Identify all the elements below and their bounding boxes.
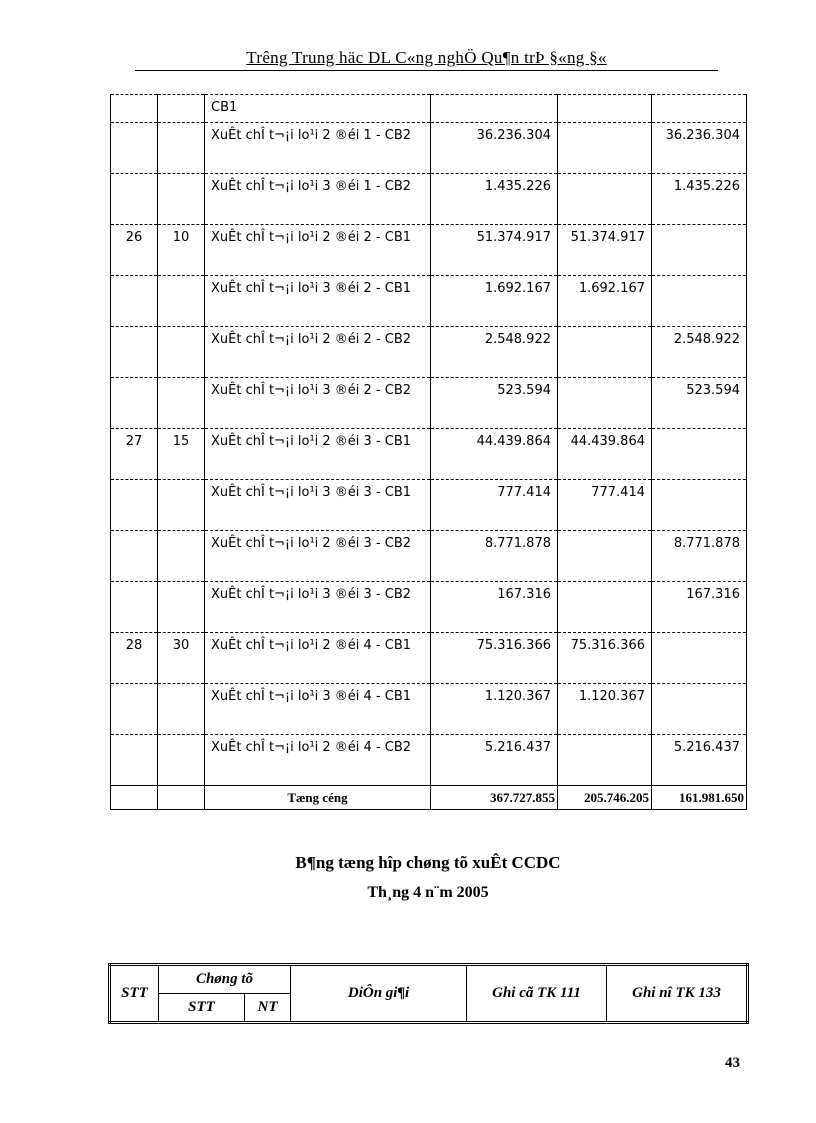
row-stt-cell [111,378,158,429]
row-total-cell: 36.236.304 [431,123,558,174]
row-day-cell [158,531,205,582]
row-stt-cell: 26 [111,225,158,276]
row-col2-cell: 523.594 [652,378,747,429]
row-col2-cell: 8.771.878 [652,531,747,582]
row-day-cell [158,582,205,633]
row-day-cell [158,684,205,735]
total-label: Tæng céng [205,786,431,810]
total-day-cell [158,786,205,810]
row-stt-cell [111,582,158,633]
row-col1-cell: 75.316.366 [558,633,652,684]
header-voucher-nt: NT [245,994,291,1023]
total-col2: 161.981.650 [652,786,747,810]
row-col2-cell: 1.435.226 [652,174,747,225]
row-stt-cell [111,123,158,174]
row-desc-cell: CB1 [205,95,431,123]
table-row [111,582,747,633]
row-desc-cell: XuÊt chÎ t¬¡i lo¹i 3 ®éi 4 - CB1 [205,684,431,735]
total-row [111,786,747,810]
row-day-cell [158,378,205,429]
row-desc-cell: XuÊt chÎ t¬¡i lo¹i 2 ®éi 2 - CB2 [205,327,431,378]
row-col1-cell [558,95,652,123]
row-stt-cell [111,735,158,786]
table-row [111,480,747,531]
row-col2-cell [652,225,747,276]
row-total-cell: 51.374.917 [431,225,558,276]
row-col1-cell: 777.414 [558,480,652,531]
row-stt-cell: 28 [111,633,158,684]
row-desc-cell: XuÊt chÎ t¬¡i lo¹i 2 ®éi 2 - CB1 [205,225,431,276]
table-row [111,378,747,429]
row-col1-cell: 1.692.167 [558,276,652,327]
row-desc-cell: XuÊt chÎ t¬¡i lo¹i 3 ®éi 3 - CB1 [205,480,431,531]
row-total-cell: 5.216.437 [431,735,558,786]
row-col2-cell [652,95,747,123]
row-total-cell: 1.435.226 [431,174,558,225]
row-col2-cell: 167.316 [652,582,747,633]
table-row [111,123,747,174]
page-header: Trêng Trung häc DL C«ng nghÖ Qu¶n trÞ §«ng §« [246,48,607,67]
row-col2-cell [652,480,747,531]
row-stt-cell [111,684,158,735]
summary-title: B¶ng tæng hîp chøng tõ xuÊt CCDC [295,853,561,872]
row-col2-cell: 5.216.437 [652,735,747,786]
table-row [111,95,747,123]
row-col1-cell: 1.120.367 [558,684,652,735]
row-stt-cell [111,276,158,327]
row-desc-cell: XuÊt chÎ t¬¡i lo¹i 3 ®éi 2 - CB2 [205,378,431,429]
row-desc-cell: XuÊt chÎ t¬¡i lo¹i 3 ®éi 2 - CB1 [205,276,431,327]
row-desc-cell: XuÊt chÎ t¬¡i lo¹i 2 ®éi 1 - CB2 [205,123,431,174]
table-row [111,327,747,378]
header-voucher: Chøng tõ [159,965,291,994]
row-day-cell: 30 [158,633,205,684]
row-total-cell: 2.548.922 [431,327,558,378]
header-stt: STT [110,965,159,1023]
summary-header-table [108,963,749,1024]
row-desc-cell: XuÊt chÎ t¬¡i lo¹i 2 ®éi 4 - CB1 [205,633,431,684]
row-day-cell: 10 [158,225,205,276]
table-row [111,276,747,327]
row-col2-cell: 36.236.304 [652,123,747,174]
row-day-cell [158,735,205,786]
row-col1-cell [558,123,652,174]
row-col2-cell [652,633,747,684]
ledger-body [111,95,747,810]
row-col1-cell: 44.439.864 [558,429,652,480]
row-stt-cell [111,480,158,531]
row-desc-cell: XuÊt chÎ t¬¡i lo¹i 2 ®éi 3 - CB1 [205,429,431,480]
table-row [111,429,747,480]
row-col1-cell [558,735,652,786]
row-total-cell: 777.414 [431,480,558,531]
row-total-cell: 167.316 [431,582,558,633]
row-day-cell [158,174,205,225]
row-col2-cell [652,684,747,735]
total-stt-cell [111,786,158,810]
row-day-cell [158,123,205,174]
header-voucher-stt: STT [159,994,245,1023]
ledger-table [110,94,747,810]
table-row [111,225,747,276]
row-day-cell [158,480,205,531]
row-day-cell [158,276,205,327]
row-total-cell: 8.771.878 [431,531,558,582]
row-desc-cell: XuÊt chÎ t¬¡i lo¹i 3 ®éi 3 - CB2 [205,582,431,633]
table-row [111,735,747,786]
row-stt-cell [111,531,158,582]
row-stt-cell [111,174,158,225]
row-col1-cell [558,327,652,378]
row-total-cell: 75.316.366 [431,633,558,684]
row-total-cell: 1.120.367 [431,684,558,735]
total-col1: 205.746.205 [558,786,652,810]
row-stt-cell [111,327,158,378]
header-debit-133: Ghi nî TK 133 [607,965,748,1023]
row-col2-cell [652,276,747,327]
row-day-cell [158,95,205,123]
row-day-cell: 15 [158,429,205,480]
row-day-cell [158,327,205,378]
row-col1-cell [558,378,652,429]
grand-total: 367.727.855 [431,786,558,810]
row-total-cell: 44.439.864 [431,429,558,480]
row-total-cell: 523.594 [431,378,558,429]
table-row [111,174,747,225]
table-row [111,531,747,582]
summary-subtitle: Th¸ng 4 n¨m 2005 [367,884,489,901]
row-desc-cell: XuÊt chÎ t¬¡i lo¹i 3 ®éi 1 - CB2 [205,174,431,225]
table-row [111,684,747,735]
row-col1-cell [558,531,652,582]
row-col2-cell [652,429,747,480]
header-divider [135,70,718,71]
row-col2-cell: 2.548.922 [652,327,747,378]
header-description: DiÔn gi¶i [291,965,467,1023]
row-total-cell: 1.692.167 [431,276,558,327]
row-stt-cell: 27 [111,429,158,480]
row-col1-cell [558,582,652,633]
page-number: 43 [725,1055,740,1071]
header-credit-111: Ghi cã TK 111 [467,965,607,1023]
row-total-cell [431,95,558,123]
table-row [111,633,747,684]
row-desc-cell: XuÊt chÎ t¬¡i lo¹i 2 ®éi 4 - CB2 [205,735,431,786]
row-desc-cell: XuÊt chÎ t¬¡i lo¹i 2 ®éi 3 - CB2 [205,531,431,582]
row-col1-cell: 51.374.917 [558,225,652,276]
row-stt-cell [111,95,158,123]
row-col1-cell [558,174,652,225]
